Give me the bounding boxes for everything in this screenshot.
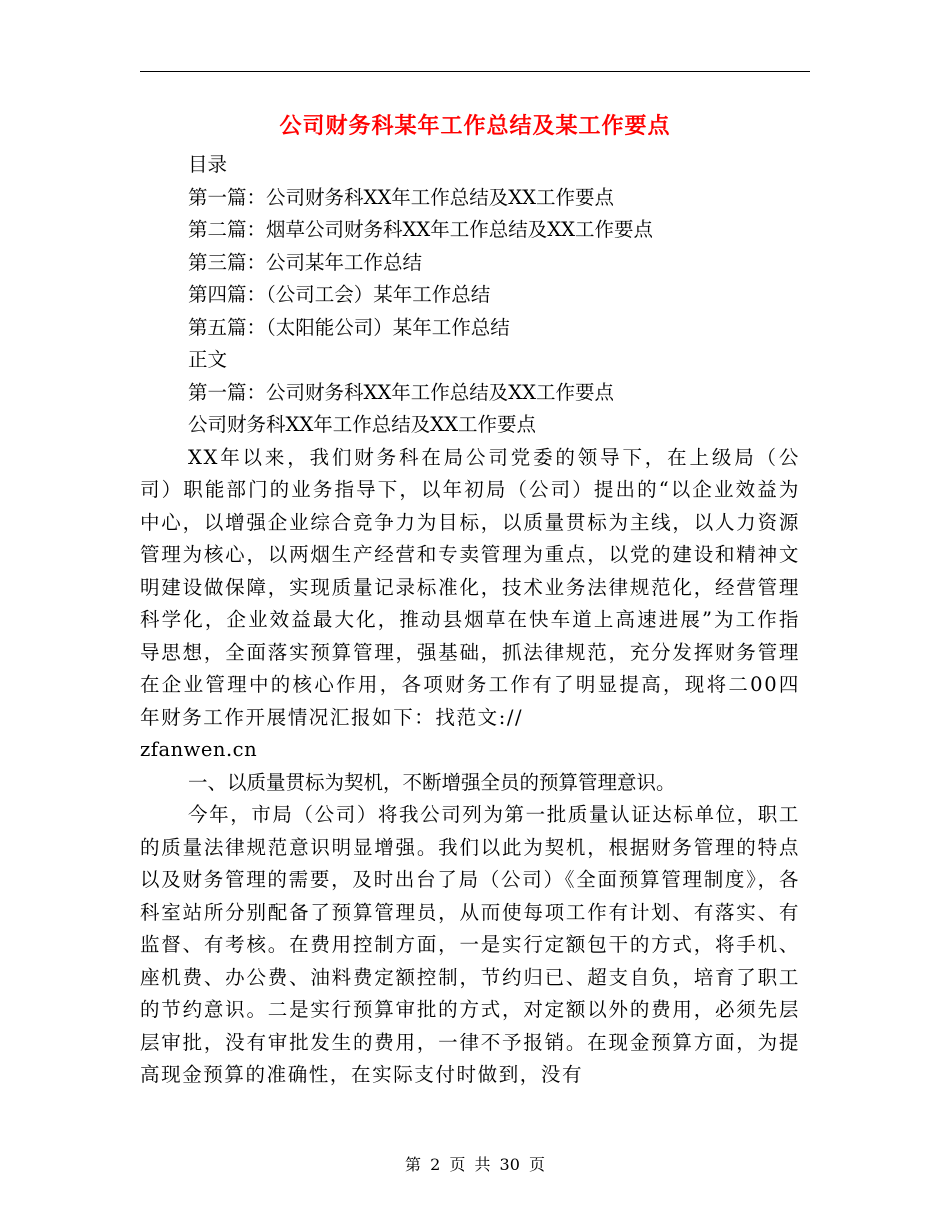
- header-rule: [140, 71, 810, 72]
- part-heading: 第一篇：公司财务科XX年工作总结及XX工作要点: [188, 380, 615, 404]
- toc-entry-5: 第五篇：（太阳能公司）某年工作总结: [188, 315, 510, 339]
- page-number-footer: 第 2 页 共 30 页: [405, 1155, 545, 1174]
- article-title: 公司财务科XX年工作总结及XX工作要点: [188, 413, 537, 436]
- toc-entry-1: 第一篇：公司财务科XX年工作总结及XX工作要点: [188, 185, 615, 209]
- paragraph-section-1: 今年，市局（公司）将我公司列为第一批质量认证达标单位，职工的质量法律规范意识明显增强。我们以此为契机，根据财务管理的特点以及财务管理的需要，及时出台了局（公司）《全面预算管理制度》，各科室站所分别配备了预算管理员，从而使每项工作有计划、有落实、有监督、有考核。在费用控制方面，一是实行定额包干的方式，将手机、座机费、办公费、油料费定额控制，节约归已、超支自负，培育了职工的节约意识。二是实行预算审批的方式，对定额以外的费用，必须先层层审批，没有审批发生的费用，一律不予报销。在现金预算方面，为提高现金预算的准确性，在实际支付时做到，没有: [140, 803, 800, 1086]
- toc-entry-2: 第二篇：烟草公司财务科XX年工作总结及XX工作要点: [188, 218, 654, 241]
- paragraph-intro-url: zfanwen.cn: [140, 738, 258, 761]
- section-1-heading: 一、以质量贯标为契机，不断增强全员的预算管理意识。: [188, 770, 676, 794]
- body-heading: 正文: [188, 348, 228, 371]
- toc-entry-3: 第三篇：公司某年工作总结: [188, 250, 423, 274]
- document-title: 公司财务科某年工作总结及某工作要点: [279, 113, 671, 139]
- document-body: [140, 149, 800, 1092]
- toc-entry-4: 第四篇：（公司工会）某年工作总结: [188, 283, 491, 306]
- toc-heading: 目录: [188, 153, 228, 176]
- paragraph-intro: XX年以来，我们财务科在局公司党委的领导下，在上级局（公司）职能部门的业务指导下，以年初局（公司）提出的“以企业效益为中心，以增强企业综合竞争力为目标，以质量贯标为主线，以人力资源管理为核心，以两烟生产经营和专卖管理为重点，以党的建设和精神文明建设做保障，实现质量记录标准化，技术业务法律规范化，经营管理科学化，企业效益最大化，推动县烟草在快车道上高速进展”为工作指导思想，全面落实预算管理，强基础，抓法律规范，充分发挥财务管理在企业管理中的核心作用，各项财务工作有了明显提高，现将二00四年财务工作开展情况汇报如下：找范文://: [140, 445, 800, 729]
